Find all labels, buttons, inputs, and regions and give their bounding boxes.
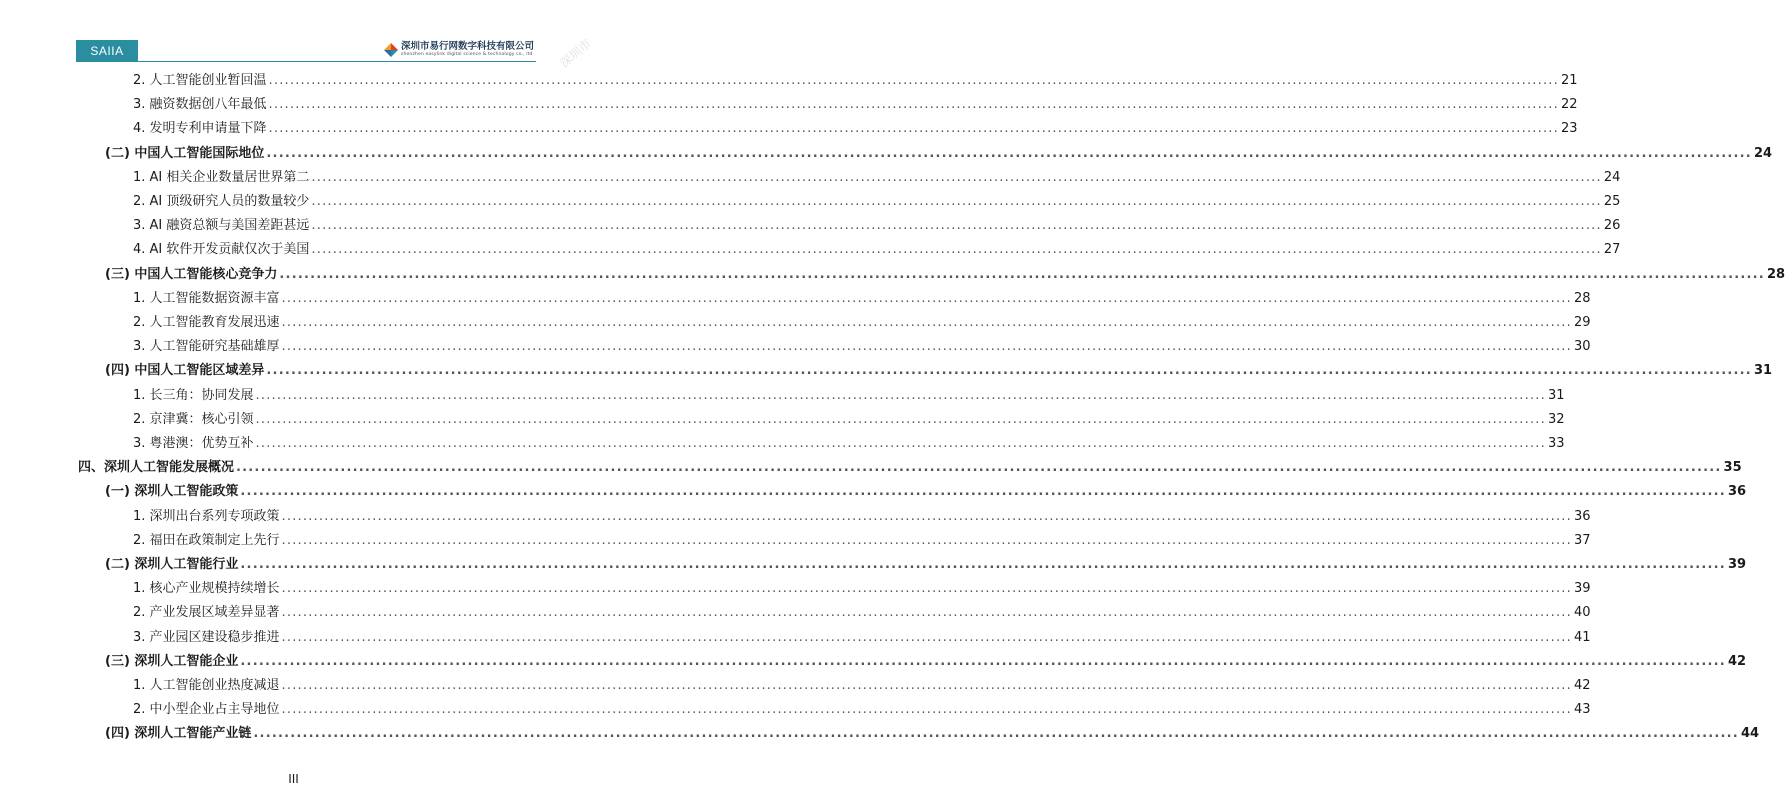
header-rule (76, 61, 536, 62)
toc-entry-page: 24 (1753, 145, 1773, 161)
toc-entry-label: 3. AI 融资总额与美国差距甚远 (133, 218, 310, 234)
toc-entry[interactable] (105, 556, 1747, 574)
toc-leader-dots (282, 580, 1572, 598)
toc-leader-dots (240, 483, 1726, 501)
toc-entry-page: 33 (1547, 436, 1565, 451)
toc-leader-dots (311, 217, 1601, 235)
toc-entry-page: 29 (1573, 315, 1591, 330)
toc-entry[interactable] (133, 169, 1621, 187)
toc-entry-page: 39 (1573, 581, 1591, 597)
toc-entry-label: (二) 深圳人工智能行业 (105, 557, 239, 572)
toc-entry-page: 40 (1573, 605, 1591, 621)
toc-entry-page: 21 (1560, 73, 1578, 88)
toc-entry-page: 41 (1573, 629, 1591, 645)
toc-entry-label: 3. 粤港澳：优势互补 (133, 436, 254, 451)
toc-leader-dots (282, 338, 1572, 356)
toc-entry-page: 26 (1603, 218, 1621, 234)
toc-entry[interactable] (105, 266, 1785, 284)
toc-entry[interactable] (133, 387, 1565, 405)
toc-leader-dots (282, 314, 1572, 332)
header-badge: SAIIA (76, 40, 138, 62)
toc-leader-dots (282, 290, 1572, 308)
toc-entry[interactable] (133, 677, 1591, 695)
toc-entry-page: 32 (1547, 411, 1565, 427)
toc-leader-dots (256, 435, 1546, 453)
toc-entry[interactable] (105, 362, 1773, 380)
toc-entry-page: 30 (1573, 339, 1591, 355)
logo-company-subtitle: shenzhen easylink digital science & technology co., ltd (401, 52, 533, 57)
toc-entry-label: 1. 核心产业规模持续增长 (133, 581, 280, 597)
toc-entry-label: 2. 京津冀：核心引领 (133, 411, 254, 427)
toc-entry-label: 1. 长三角：协同发展 (133, 387, 254, 403)
toc-entry-page: 23 (1560, 121, 1578, 137)
page-number: III (288, 772, 299, 786)
toc-leader-dots (282, 532, 1572, 550)
toc-entry-page: 44 (1740, 726, 1760, 742)
toc-entry[interactable] (133, 96, 1578, 114)
toc-leader-dots (282, 508, 1572, 526)
toc-entry[interactable] (133, 217, 1621, 235)
toc-entry[interactable] (133, 580, 1591, 598)
toc-entry-label: 1. 人工智能创业热度减退 (133, 678, 280, 693)
toc-entry[interactable] (133, 411, 1565, 429)
toc-leader-dots (311, 241, 1601, 259)
watermark-text: 深圳市 (557, 36, 594, 71)
toc-entry[interactable] (133, 193, 1621, 211)
toc-entry-page: 31 (1753, 363, 1773, 379)
toc-entry-label: 4. 发明专利申请量下降 (133, 121, 267, 137)
toc-entry-label: (四) 中国人工智能区域差异 (105, 363, 265, 379)
toc-entry-label: 2. 人工智能创业暂回温 (133, 73, 267, 88)
toc-entry-page: 36 (1573, 508, 1591, 524)
toc-entry[interactable] (105, 725, 1760, 743)
toc-entry-label: (三) 深圳人工智能企业 (105, 653, 239, 669)
toc-entry-page: 37 (1573, 532, 1591, 548)
toc-entry-label: (一) 深圳人工智能政策 (105, 484, 239, 500)
toc-entry-label: 3. 产业园区建设稳步推进 (133, 629, 280, 645)
logo-company-name: 深圳市易行网数字科技有限公司 (401, 41, 535, 52)
toc-leader-dots (236, 459, 1722, 477)
toc-leader-dots (282, 677, 1572, 695)
toc-entry-label: (四) 深圳人工智能产业链 (105, 726, 252, 742)
toc-entry-page: 42 (1727, 653, 1747, 669)
toc-entry-label: 2. 人工智能教育发展迅速 (133, 315, 280, 330)
toc-entry-page: 39 (1727, 557, 1747, 572)
toc-leader-dots (266, 362, 1752, 380)
toc-entry-label: 3. 人工智能研究基础雄厚 (133, 339, 280, 355)
toc-entry[interactable] (105, 483, 1747, 501)
toc-entry-label: 2. 福田在政策制定上先行 (133, 532, 280, 548)
toc-entry-page: 28 (1766, 266, 1785, 282)
toc-entry-label: 3. 融资数据创八年最低 (133, 97, 267, 113)
toc-leader-dots (282, 629, 1572, 647)
toc-entry[interactable] (133, 314, 1591, 332)
toc-entry[interactable] (78, 459, 1742, 477)
toc-entry-page: 35 (1723, 460, 1742, 476)
toc-leader-dots (282, 701, 1572, 719)
toc-entry-page: 25 (1603, 194, 1621, 209)
toc-leader-dots (282, 604, 1572, 622)
toc-entry[interactable] (133, 532, 1591, 550)
toc-entry-label: 1. 人工智能数据资源丰富 (133, 290, 280, 306)
toc-entry-label: 2. AI 顶级研究人员的数量较少 (133, 194, 310, 209)
toc-entry[interactable] (133, 241, 1621, 259)
toc-entry[interactable] (133, 290, 1591, 308)
toc-leader-dots (256, 411, 1546, 429)
toc-entry[interactable] (133, 435, 1565, 453)
toc-entry-page: 28 (1573, 290, 1591, 306)
toc-entry[interactable] (133, 338, 1591, 356)
toc-leader-dots (266, 145, 1752, 163)
toc-entry-label: 4. AI 软件开发贡献仅次于美国 (133, 242, 310, 258)
logo-mark-icon (384, 43, 398, 57)
toc-leader-dots (240, 556, 1726, 574)
company-logo (384, 41, 536, 61)
toc-leader-dots (279, 266, 1765, 284)
toc-entry[interactable] (105, 145, 1773, 163)
toc-entry-label: 2. 产业发展区域差异显著 (133, 605, 280, 621)
toc-leader-dots (240, 653, 1726, 671)
toc-leader-dots (269, 96, 1559, 114)
toc-leader-dots (311, 193, 1601, 211)
toc-entry-page: 42 (1573, 678, 1591, 693)
toc-entry[interactable] (133, 701, 1591, 719)
toc-leader-dots (253, 725, 1739, 743)
toc-entry-label: 1. AI 相关企业数量居世界第二 (133, 169, 310, 185)
toc-entry-page: 36 (1727, 484, 1747, 500)
toc-entry[interactable] (133, 604, 1591, 622)
toc-entry-page: 24 (1603, 169, 1621, 185)
toc-leader-dots (269, 72, 1559, 90)
toc-entry[interactable] (105, 653, 1747, 671)
toc-entry-page: 43 (1573, 702, 1591, 718)
toc-entry-label: (三) 中国人工智能核心竞争力 (105, 266, 278, 282)
toc-entry-label: 2. 中小型企业占主导地位 (133, 702, 280, 718)
toc-leader-dots (269, 120, 1559, 138)
toc-entry-page: 31 (1547, 387, 1565, 403)
toc-entry-page: 22 (1560, 97, 1578, 113)
toc-entry[interactable] (133, 629, 1591, 647)
toc-leader-dots (311, 169, 1601, 187)
toc-entry-page: 27 (1603, 242, 1621, 258)
toc-entry-label: 1. 深圳出台系列专项政策 (133, 508, 280, 524)
toc-entry[interactable] (133, 508, 1591, 526)
toc-leader-dots (256, 387, 1546, 405)
toc-entry-label: 四、深圳人工智能发展概况 (78, 460, 235, 476)
toc-entry-label: (二) 中国人工智能国际地位 (105, 145, 265, 161)
toc-entry[interactable] (133, 120, 1578, 138)
toc-entry[interactable] (133, 72, 1578, 90)
